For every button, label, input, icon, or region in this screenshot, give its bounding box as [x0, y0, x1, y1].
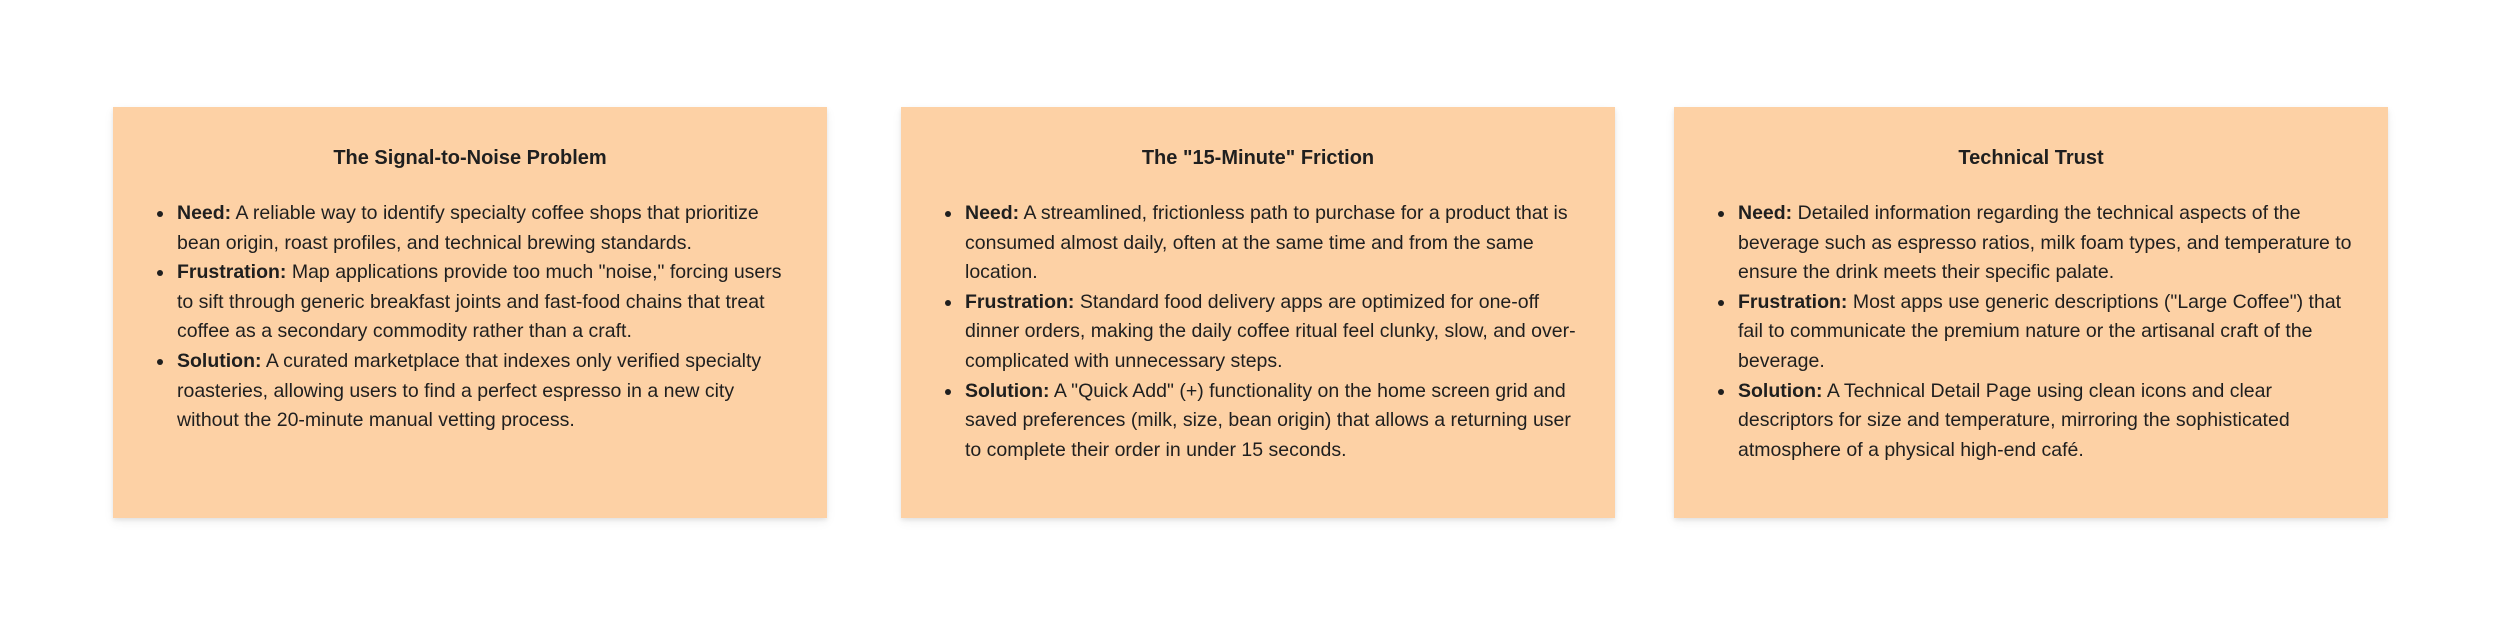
list-item-solution — [937, 377, 1579, 466]
list-item-frustration — [1710, 288, 2352, 377]
item-text: Most apps use generic descriptions ("Large Coffee") that fail to communicate the premium nature or the artisanal craft of the beverage. — [1738, 290, 2342, 372]
bullet-icon — [1718, 211, 1724, 217]
sticky-note-15-minute-friction[interactable] — [901, 107, 1615, 518]
sticky-note-technical-trust[interactable] — [1674, 107, 2388, 518]
item-label: Frustration: — [1738, 290, 1848, 313]
item-text: Detailed information regarding the technical aspects of the beverage such as espresso ratios, milk foam types, and temperature to ensure the drink meets their specific palate. — [1738, 202, 2352, 284]
item-label: Frustration: — [177, 261, 287, 284]
item-label: Solution: — [965, 379, 1050, 402]
item-label: Frustration: — [965, 290, 1075, 313]
bullet-icon — [157, 211, 163, 217]
bullet-icon — [945, 211, 951, 217]
item-text: A streamlined, frictionless path to purchase for a product that is consumed almost daily, often at the same time and from the same location. — [965, 202, 1568, 284]
item-text: A reliable way to identify specialty coffee shops that prioritize bean origin, roast profiles, and technical brewing standards. — [177, 202, 759, 254]
bullet-icon — [1718, 300, 1724, 306]
item-text: A curated marketplace that indexes only verified specialty roasteries, allowing users to find a perfect espresso in a new city without the 20-minute manual vetting process. — [177, 349, 762, 432]
list-item-solution — [1710, 377, 2352, 466]
bullet-icon — [945, 389, 951, 395]
item-label: Need: — [1738, 202, 1793, 224]
item-text: Standard food delivery apps are optimized for one-off dinner orders, making the daily coffee ritual feel clunky, slow, and over-complicated with unnecessary steps. — [965, 290, 1576, 372]
item-text: A "Quick Add" (+) functionality on the home screen grid and saved preferences (milk, size, bean origin) that allows a returning user to complete their order in under 15 seconds. — [965, 379, 1571, 461]
item-label: Solution: — [1738, 379, 1823, 402]
list-item-frustration — [937, 288, 1579, 377]
list-item-need — [937, 199, 1579, 288]
bullet-icon — [1718, 389, 1724, 395]
bullet-icon — [945, 300, 951, 306]
bullet-icon — [157, 359, 163, 365]
card-bullet-list — [1710, 199, 2352, 465]
item-label: Need: — [177, 202, 232, 224]
card-title: Technical Trust — [1958, 147, 2104, 169]
list-item-frustration — [149, 258, 791, 347]
card-title: The Signal-to-Noise Problem — [333, 147, 607, 169]
card-bullet-list — [149, 199, 791, 436]
bullet-icon — [157, 270, 163, 276]
list-item-solution — [149, 347, 791, 436]
item-label: Need: — [965, 202, 1020, 224]
list-item-need — [149, 199, 791, 258]
card-bullet-list — [937, 199, 1579, 465]
item-text: A Technical Detail Page using clean icons and clear descriptors for size and temperature, mirroring the sophisticated atmosphere of a physical high-end café. — [1738, 379, 2290, 461]
item-label: Solution: — [177, 349, 262, 372]
sticky-note-signal-to-noise[interactable] — [113, 107, 827, 518]
list-item-need — [1710, 199, 2352, 288]
card-title: The "15-Minute" Friction — [1141, 147, 1375, 169]
item-text: Map applications provide too much "noise," forcing users to sift through generic breakfast joints and fast-food chains that treat coffee as a secondary commodity rather than a craft. — [177, 261, 782, 343]
